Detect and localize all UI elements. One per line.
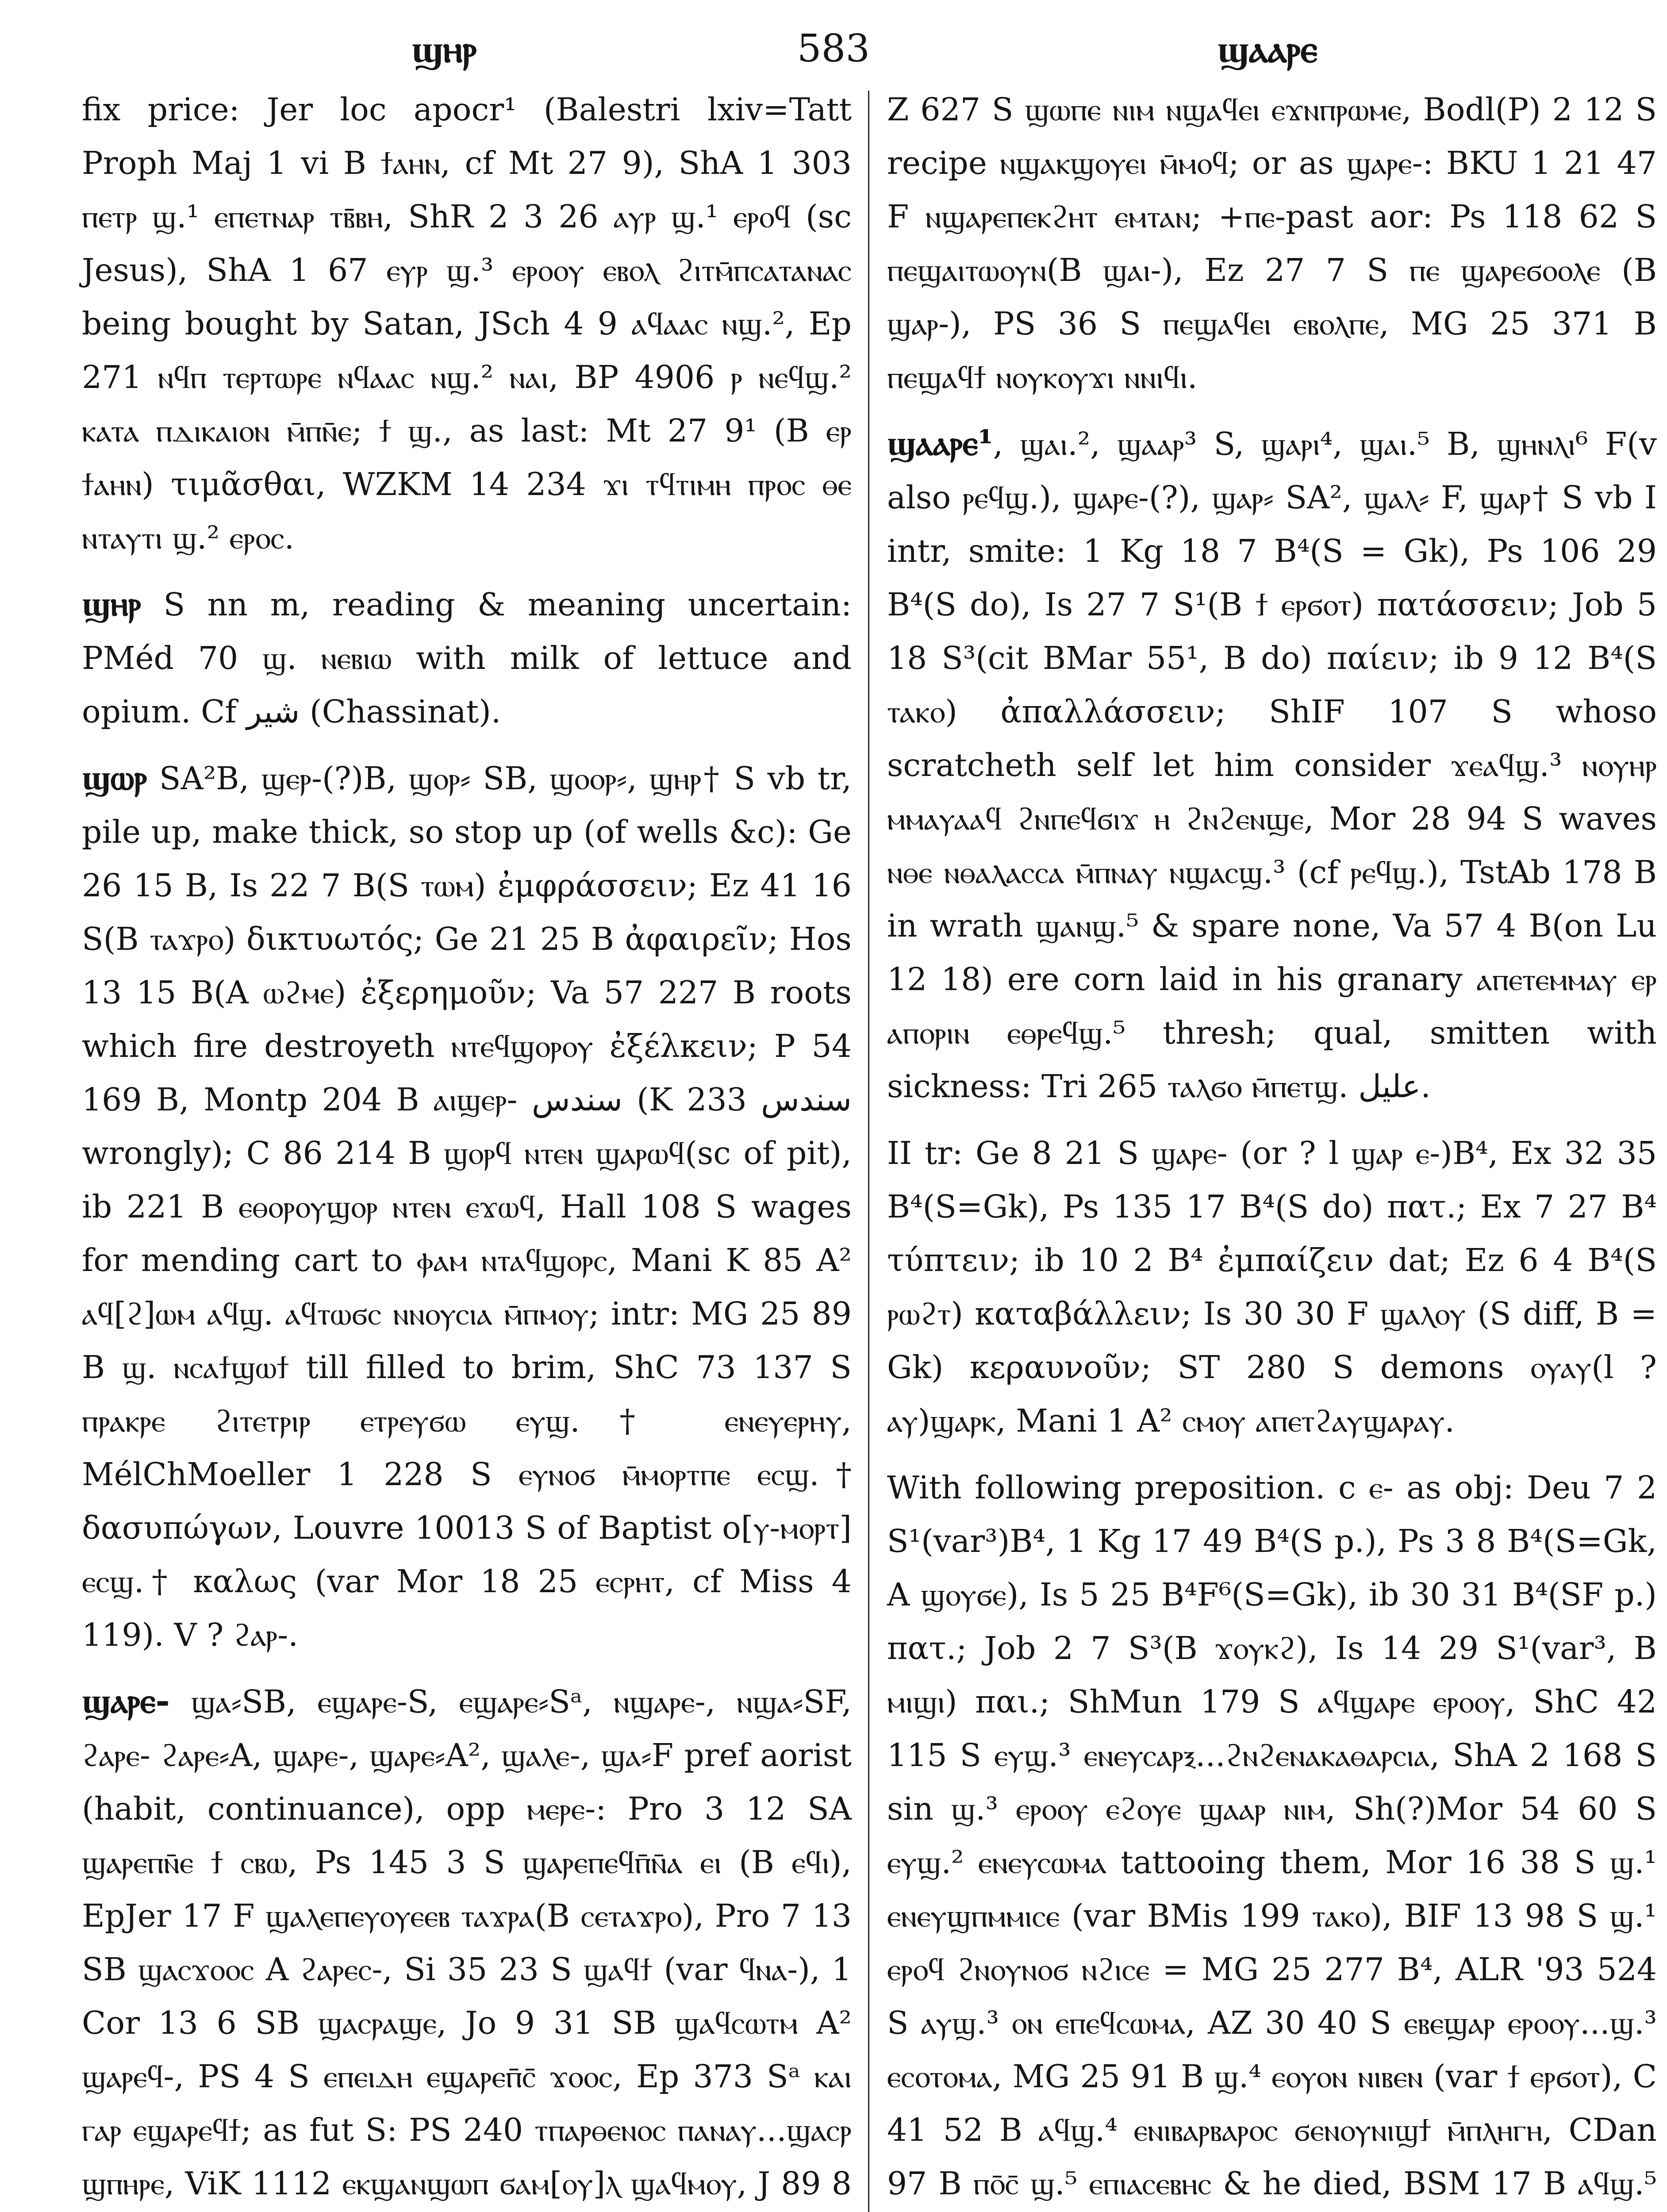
entry-headword: ϣⲱⲣ	[82, 757, 147, 798]
right-column	[887, 82, 1657, 2212]
entry-text: fix price: Jer loc apocr¹ (Balestri lxiv=Tatt Proph Maj 1 vi B ϯⲁⲏⲛ, cf Mt 27 9), ShA 1 303 ⲡⲉⲧⲣ ϣ.¹ ⲉⲡⲉⲧⲛⲁⲣ ⲧⲃ̄ⲃⲏ, ShR 2 3 26 ⲁⲩⲣ ϣ.¹ ⲉⲣⲟϥ (sc Jesus), ShA 1 67 ⲉⲩⲣ ϣ.³ ⲉⲣⲟⲟⲩ ⲉⲃⲟⲗ ϩⲓⲧⲙ̄ⲡⲥⲁⲧⲁⲛⲁⲥ being bought by Satan, JSch 4 9 ⲁϥⲁⲁⲥ ⲛϣ.², Ep 271 ⲛϥⲡ ⲧⲉⲣⲧⲱⲣⲉ ⲛϥⲁⲁⲥ ⲛϣ.² ⲛⲁⲓ, BP 4906 ⲣ ⲛⲉϥϣ.² ⲕⲁⲧⲁ ⲡⲇⲓⲕⲁⲓⲟⲛ ⲙ̄ⲡⲛ̄ⲉ; ϯ ϣ., as last: Mt 27 9¹ (B ⲉⲣ ϯⲁⲏⲛ) τιμᾶσθαι, WZKM 14 234 ϫⲓ ⲧϥⲧⲓⲙⲏ ⲡⲣⲟⲥ ⲑⲉ ⲛⲧⲁⲩⲧⲓ ϣ.² ⲉⲣⲟⲥ.	[82, 91, 852, 556]
entry-text: S nn m, reading & meaning uncertain: PMéd 70 ϣ. ⲛⲉⲃⲓⲱ with milk of lettuce and opium. Cf شير (Chassinat).	[82, 586, 852, 730]
dictionary-entry	[82, 751, 852, 1662]
entry-text: SA²B, ϣⲉⲣ-(?)B, ϣⲟⲣ⸗ SB, ϣⲟⲟⲣ⸗, ϣⲏⲣ† S vb tr, pile up, make thick, so stop up (of wells &c): Ge 26 15 B, Is 22 7 B(S ⲧⲱⲙ) ἐμφράσσειν; Ez 41 16 S(B ⲧⲁϫⲣⲟ) δικτυωτός; Ge 21 25 B ἀφαιρεῖν; Hos 13 15 B(A ⲱϩⲙⲉ) ἐξερημοῦν; Va 57 227 B roots which fire destroyeth ⲛⲧⲉϥϣⲟⲣⲟⲩ ἐξέλκειν; P 54 169 B, Montp 204 B ⲁⲓϣⲉⲣ- سندس (K 233 سندس wrongly); C 86 214 B ϣⲟⲣϥ ⲛⲧⲉⲛ ϣⲁⲣⲱϥ(sc of pit), ib 221 B ⲉⲑⲟⲣⲟⲩϣⲟⲣ ⲛⲧⲉⲛ ⲉϫⲱϥ, Hall 108 S wages for mending cart to ⲫⲁⲙ ⲛⲧⲁϥϣⲟⲣⲥ, Mani K 85 A² ⲁϥ[ϩ]ⲱⲙ ⲁϥϣ. ⲁϥⲧⲱϭⲥ ⲛⲛⲟⲩⲥⲓⲁ ⲙ̄ⲡⲙⲟⲩ; intr: MG 25 89 B ϣ. ⲛⲥⲁϯϣⲱϯ till filled to brim, ShC 73 137 S ⲡⲣⲁⲕⲣⲉ ϩⲓⲧⲉⲧⲣⲓⲣ ⲉⲧⲣⲉⲩϭⲱ ⲉⲩϣ.† ⲉⲛⲉⲩⲉⲣⲏⲩ, MélChMoeller 1 228 S ⲉⲩⲛⲟϭ ⲙ̄ⲙⲟⲣⲧⲡⲉ ⲉⲥϣ.† δασυπώγων, Louvre 10013 S of Baptist ο[ⲩ-ⲙⲟⲣⲧ] ⲉⲥϣ.† καλως (var Mor 18 25 ⲉⲥⲣⲏⲧ, cf Miss 4 119). V ? ϩⲁⲣ-.	[82, 760, 852, 1653]
dictionary-entry	[82, 577, 852, 738]
entry-text: Z 627 S ϣⲱⲡⲉ ⲛⲓⲙ ⲛϣⲁϥⲉⲓ ⲉϫⲛⲡⲣⲱⲙⲉ, Bodl(P) 2 12 S recipe ⲛϣⲁⲕϣⲟⲩⲉⲓ ⲙ̄ⲙⲟϥ; or as ϣⲁⲣⲉ-: BKU 1 21 47 F ⲛϣⲁⲣⲉⲡⲉⲕϩⲏⲧ ⲉⲙⲧⲁⲛ; +ⲡⲉ-past aor: Ps 118 62 S ⲡⲉϣⲁⲓⲧⲱⲟⲩⲛ(B ϣⲁⲓ-), Ez 27 7 S ⲡⲉ ϣⲁⲣⲉϭⲟⲟⲗⲉ (B ϣⲁⲣ-), PS 36 S ⲡⲉϣⲁϥⲉⲓ ⲉⲃⲟⲗⲡⲉ, MG 25 371 B ⲡⲉϣⲁϥϯ ⲛⲟⲩⲕⲟⲩϫⲓ ⲛⲛⲓϥⲓ.	[887, 91, 1657, 396]
entry-headword: ϣⲏⲣ	[82, 584, 141, 624]
header-right-word: ϣⲁⲁⲣⲉ	[1217, 27, 1317, 71]
dictionary-entry	[82, 1674, 852, 2212]
header-left-word: ϣⲏⲣ	[411, 27, 477, 71]
entry-text: II tr: Ge 8 21 S ϣⲁⲣⲉ- (or ? l ϣⲁⲣ ⲉ-)B⁴, Ex 32 35 B⁴(S=Gk), Ps 135 17 B⁴(S do) πατ.; Ex 7 27 B⁴ τύπτειν; ib 10 2 B⁴ ἐμπαίζειν dat; Ez 6 4 B⁴(S ⲣⲱϩⲧ) καταβάλλειν; Is 30 30 F ϣⲁⲗⲟⲩ (S diff, B = Gk) κεραυνοῦν; ST 280 S demons ⲟⲩⲁⲩ(l ? ⲁⲩ)ϣⲁⲣⲕ, Mani 1 A² ⲥⲙⲟⲩ ⲁⲡⲉⲧϩⲁⲩϣⲁⲣⲁⲩ.	[887, 1135, 1657, 1439]
entry-headword: ϣⲁⲁⲣⲉ¹	[887, 423, 993, 463]
page-number: 583	[797, 27, 870, 71]
entry-text: With following preposition. c ⲉ- as obj: Deu 7 2 S¹(var³)B⁴, 1 Kg 17 49 B⁴(S p.), Ps 3 8 B⁴(S=Gk, A ϣⲟⲩϭⲉ), Is 5 25 B⁴F⁶(S=Gk), ib 30 31 B⁴(SF p.) πατ.; Job 2 7 S³(B ϫⲟⲩⲕϩ), Is 14 29 S¹(var³, B ⲙⲓϣⲓ) παι.; ShMun 179 S ⲁϥϣⲁⲣⲉ ⲉⲣⲟⲟⲩ, ShC 42 115 S ⲉⲩϣ.³ ⲉⲛⲉⲩⲥⲁⲣⲝ...ϩⲛϩⲉⲛⲁⲕⲁⲑⲁⲣⲥⲓⲁ, ShA 2 168 S sin ϣ.³ ⲉⲣⲟⲟⲩ ⲉϩⲟⲩⲉ ϣⲁⲁⲣ ⲛⲓⲙ, Sh(?)Mor 54 60 S ⲉⲩϣ.² ⲉⲛⲉⲩⲥⲱⲙⲁ tattooing them, Mor 16 38 S ϣ.¹ ⲉⲛⲉⲩϣⲡⲙⲙⲓⲥⲉ (var BMis 199 ⲧⲁⲕⲟ), BIF 13 98 S ϣ.¹ ⲉⲣⲟϥ ϩⲛⲟⲩⲛⲟϭ ⲛϩⲓⲥⲉ = MG 25 277 B⁴, ALR '93 524 S ⲁⲩϣ.³ ⲟⲛ ⲉⲡⲉϥⲥⲱⲙⲁ, AZ 30 40 S ⲉⲃⲉϣⲁⲣ ⲉⲣⲟⲟⲩ...ϣ.³ ⲉⲥⲟⲧⲟⲙⲁ, MG 25 91 B ϣ.⁴ ⲉⲟⲩⲟⲛ ⲛⲓⲃⲉⲛ (var ϯ ⲉⲣϭⲟⲧ), C 41 52 B ⲁϥϣ.⁴ ⲉⲛⲓⲃⲁⲣⲃⲁⲣⲟⲥ ϭⲉⲛⲟⲩⲛⲓϣϯ ⲙ̄ⲡⲗⲏⲅⲏ, CDan 97 B ⲡⲟ̄ⲥ̄ ϣ.⁵ ⲉⲡⲓⲁⲥⲉⲃⲏⲥ & he died, BSM 17 B ⲁϥϣ.⁵	[887, 1469, 1657, 2202]
column-divider	[868, 91, 869, 2212]
dictionary-entry	[82, 82, 852, 565]
dictionary-entry	[887, 416, 1657, 1113]
entry-text: , ϣⲁⲓ.², ϣⲁⲁⲣ³ S, ϣⲁⲣⲓ⁴, ϣⲁⲓ.⁵ B, ϣⲏⲛⲗⲓ⁶ F(v also ⲣⲉϥϣ.), ϣⲁⲣⲉ-(?), ϣⲁⲣ⸗ SA², ϣⲁⲗ⸗ F, ϣⲁⲣ† S vb I intr, smite: 1 Kg 18 7 B⁴(S = Gk), Ps 106 29 B⁴(S do), Is 27 7 S¹(B ϯ ⲉⲣϭⲟⲧ) πατάσσειν; Job 5 18 S³(cit BMar 55¹, B do) παίειν; ib 9 12 B⁴(S ⲧⲁⲕⲟ) ἀπαλλάσσειν; ShIF 107 S whoso scratcheth self let him consider ϫⲉⲁϥϣ.³ ⲛⲟⲩⲏⲣ ⲙⲙⲁⲩⲁⲁϥ ϩⲛⲡⲉϥϭⲓϫ ⲏ ϩⲛϩⲉⲛϣⲉ, Mor 28 94 S waves ⲛⲑⲉ ⲛⲑⲁⲗⲁⲥⲥⲁ ⲙ̄ⲡⲛⲁⲩ ⲛϣⲁⲥϣ.³ (cf ⲣⲉϥϣ.), TstAb 178 B in wrath ϣⲁⲛϣ.⁵ & spare none, Va 57 4 B(on Lu 12 18) ere corn laid in his granary ⲁⲡⲉⲧⲉⲙⲙⲁⲩ ⲉⲣ ⲁⲡⲟⲣⲓⲛ ⲉⲑⲣⲉϥϣ.⁵ thresh; qual, smitten with sickness: Tri 265 ⲧⲁⲗϭⲟ ⲙ̄ⲡⲉⲧϣ. عليل.	[887, 426, 1657, 1105]
dictionary-entry	[887, 1125, 1657, 1448]
dictionary-entry	[887, 82, 1657, 404]
dictionary-entry	[887, 1460, 1657, 2212]
entry-text: ϣⲁ⸗SB, ⲉϣⲁⲣⲉ-S, ⲉϣⲁⲣⲉ⸗Sᵃ, ⲛϣⲁⲣⲉ-, ⲛϣⲁ⸗SF, ϩⲁⲣⲉ- ϩⲁⲣⲉ⸗A, ϣⲁⲣⲉ-, ϣⲁⲣⲉ⸗A², ϣⲁⲗⲉ-, ϣⲁ⸗F pref aorist (habit, continuance), opp ⲙⲉⲣⲉ-: Pro 3 12 SA ϣⲁⲣⲉⲡⲛ̄ⲉ ϯ ⲥⲃⲱ, Ps 145 3 S ϣⲁⲣⲉⲡⲉϥⲡ̄ⲛ̄ⲁ ⲉⲓ (B ⲉϥⲓ), EpJer 17 F ϣⲁⲗⲉⲡⲉⲩⲟⲩⲉⲉⲃ ⲧⲁϫⲣⲁ(B ⲥⲉⲧⲁϫⲣⲟ), Pro 7 13 SB ϣⲁⲥϫⲟⲟⲥ A ϩⲁⲣⲉⲥ-, Si 35 23 S ϣⲁϥϯ (var ϥⲛⲁ-), 1 Cor 13 6 SB ϣⲁⲥⲣⲁϣⲉ, Jo 9 31 SB ϣⲁϥⲥⲱⲧⲙ A² ϣⲁⲣⲉϥ-, PS 4 S ⲉⲡⲉⲓⲇⲏ ⲉϣⲁⲣⲉⲡ̄ⲥ̄ ϫⲟⲟⲥ, Ep 373 Sᵃ ⲕⲁⲓ ⲅⲁⲣ ⲉϣⲁⲣⲉϥϯ; as fut S: PS 240 ⲧⲡⲁⲣⲑⲉⲛⲟⲥ ⲡⲁⲛⲁⲩ...ϣⲁⲥⲣ ϣⲡⲏⲣⲉ, ViK 1112 ⲉⲕϣⲁⲛϣⲱⲡ ϭⲁⲙ[ⲟⲩ]ⲗ ϣⲁϥⲙⲟⲩ, J 89 8	[82, 1683, 852, 2202]
entry-headword: ϣⲁⲣⲉ-	[82, 1681, 170, 1721]
left-column	[82, 82, 852, 2212]
